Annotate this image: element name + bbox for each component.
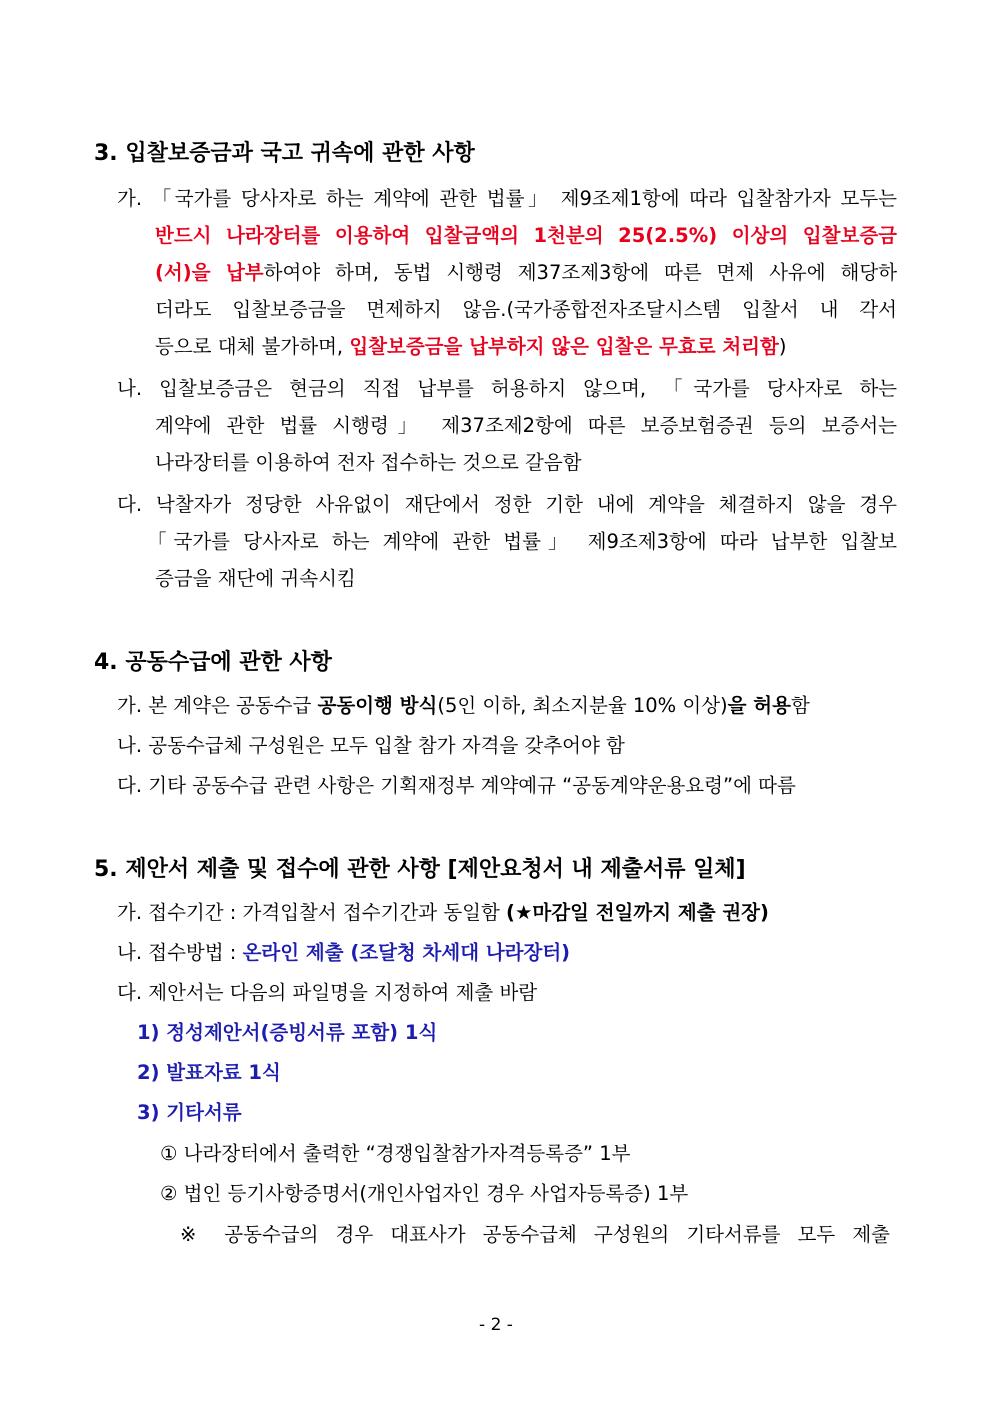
s3-ga-line-5	[155, 332, 786, 362]
s3-ga-line-4: 더라도 입찰보증금을 면제하지 않음.(국가종합전자조달시스템 입찰서 내 각서	[155, 298, 897, 321]
s5-na-line	[117, 938, 570, 968]
s5-na-a: 나. 접수방법 :	[117, 941, 243, 964]
section-4-heading: 4. 공동수급에 관한 사항	[94, 650, 332, 675]
s4-da-line: 다. 기타 공동수급 관련 사항은 기획재정부 계약예규 “공동계약운용요령”에 따름	[117, 774, 796, 797]
s5-item-3: 3) 기타서류	[137, 1101, 242, 1124]
s3-na-line-1: 나. 입찰보증금은 현금의 직접 납부를 허용하지 않으며, 「국가를 당사자로 하는	[117, 377, 897, 400]
s5-ga-bold: (★마감일 전일까지 제출 권장)	[506, 901, 769, 924]
s4-na-line: 나. 공동수급체 구성원은 모두 입찰 참가 자격을 갖추어야 함	[117, 734, 625, 757]
s5-ga-a: 가. 접수기간 : 가격입찰서 접수기간과 동일함	[117, 901, 507, 924]
s5-note: ※ 공동수급의 경우 대표사가 공동수급체 구성원의 기타서류를 모두 제출	[180, 1223, 890, 1246]
section-5-heading: 5. 제안서 제출 및 접수에 관한 사항 [제안요청서 내 제출서류 일체]	[94, 857, 746, 882]
s5-sub-2: ② 법인 등기사항증명서(개인사업자인 경우 사업자등록증) 1부	[160, 1182, 689, 1205]
page-number: - 2 -	[479, 1315, 513, 1335]
s3-da-line-2: 「국가를 당사자로 하는 계약에 관한 법률」 제9조제3항에 따라 납부한 입찰보	[147, 530, 897, 553]
s5-ga-line	[117, 898, 769, 928]
s3-da-line-3: 증금을 재단에 귀속시킴	[155, 567, 356, 590]
s5-item-1: 1) 정성제안서(증빙서류 포함) 1식	[137, 1021, 438, 1044]
s4-ga-line	[117, 691, 810, 721]
s3-ga-line-3-rest: 하여야 하며, 동법 시행령 제37조제3항에 따른 면제 사유에 해당하	[263, 261, 897, 284]
s3-ga-line-2: 반드시 나라장터를 이용하여 입찰금액의 1천분의 25(2.5%) 이상의 입찰보증금	[155, 224, 897, 247]
s5-sub-1: ① 나라장터에서 출력한 “경쟁입찰참가자격등록증” 1부	[160, 1142, 631, 1165]
s4-ga-bold-2: 을 허용	[727, 694, 791, 717]
s4-ga-a: 가. 본 계약은 공동수급	[117, 694, 318, 717]
s4-ga-c: (5인 이하, 최소지분율 10% 이상)	[437, 694, 728, 717]
s3-ga-line-5-emph: 입찰보증금을 납부하지 않은 입찰은 무효로 처리함	[349, 335, 779, 358]
s5-da-line: 다. 제안서는 다음의 파일명을 지정하여 제출 바람	[117, 981, 538, 1004]
s3-ga-line-3-emph: (서)을 납부	[155, 261, 264, 284]
s5-item-2: 2) 발표자료 1식	[137, 1061, 281, 1084]
s5-na-blue: 온라인 제출 (조달청 차세대 나라장터)	[242, 941, 571, 964]
s3-da-line-1: 다. 낙찰자가 정당한 사유없이 재단에서 정한 기한 내에 계약을 체결하지 않을 경우	[117, 493, 897, 516]
s3-ga-line-3	[155, 258, 897, 288]
s3-ga-line-1: 가. 「국가를 당사자로 하는 계약에 관한 법률」 제9조제1항에 따라 입찰참가자 모두는	[117, 187, 897, 210]
s3-na-line-2: 계약에 관한 법률 시행령」 제37조제2항에 따른 보증보험증권 등의 보증서는	[155, 414, 897, 437]
s3-ga-line-5-a: 등으로 대체 불가하며,	[155, 335, 350, 358]
section-3-heading: 3. 입찰보증금과 국고 귀속에 관한 사항	[94, 141, 475, 166]
s4-ga-d: 함	[790, 694, 810, 717]
s4-ga-bold-1: 공동이행 방식	[317, 694, 438, 717]
s3-ga-line-5-b: )	[778, 335, 787, 358]
s3-na-line-3: 나라장터를 이용하여 전자 접수하는 것으로 갈음함	[155, 451, 582, 474]
